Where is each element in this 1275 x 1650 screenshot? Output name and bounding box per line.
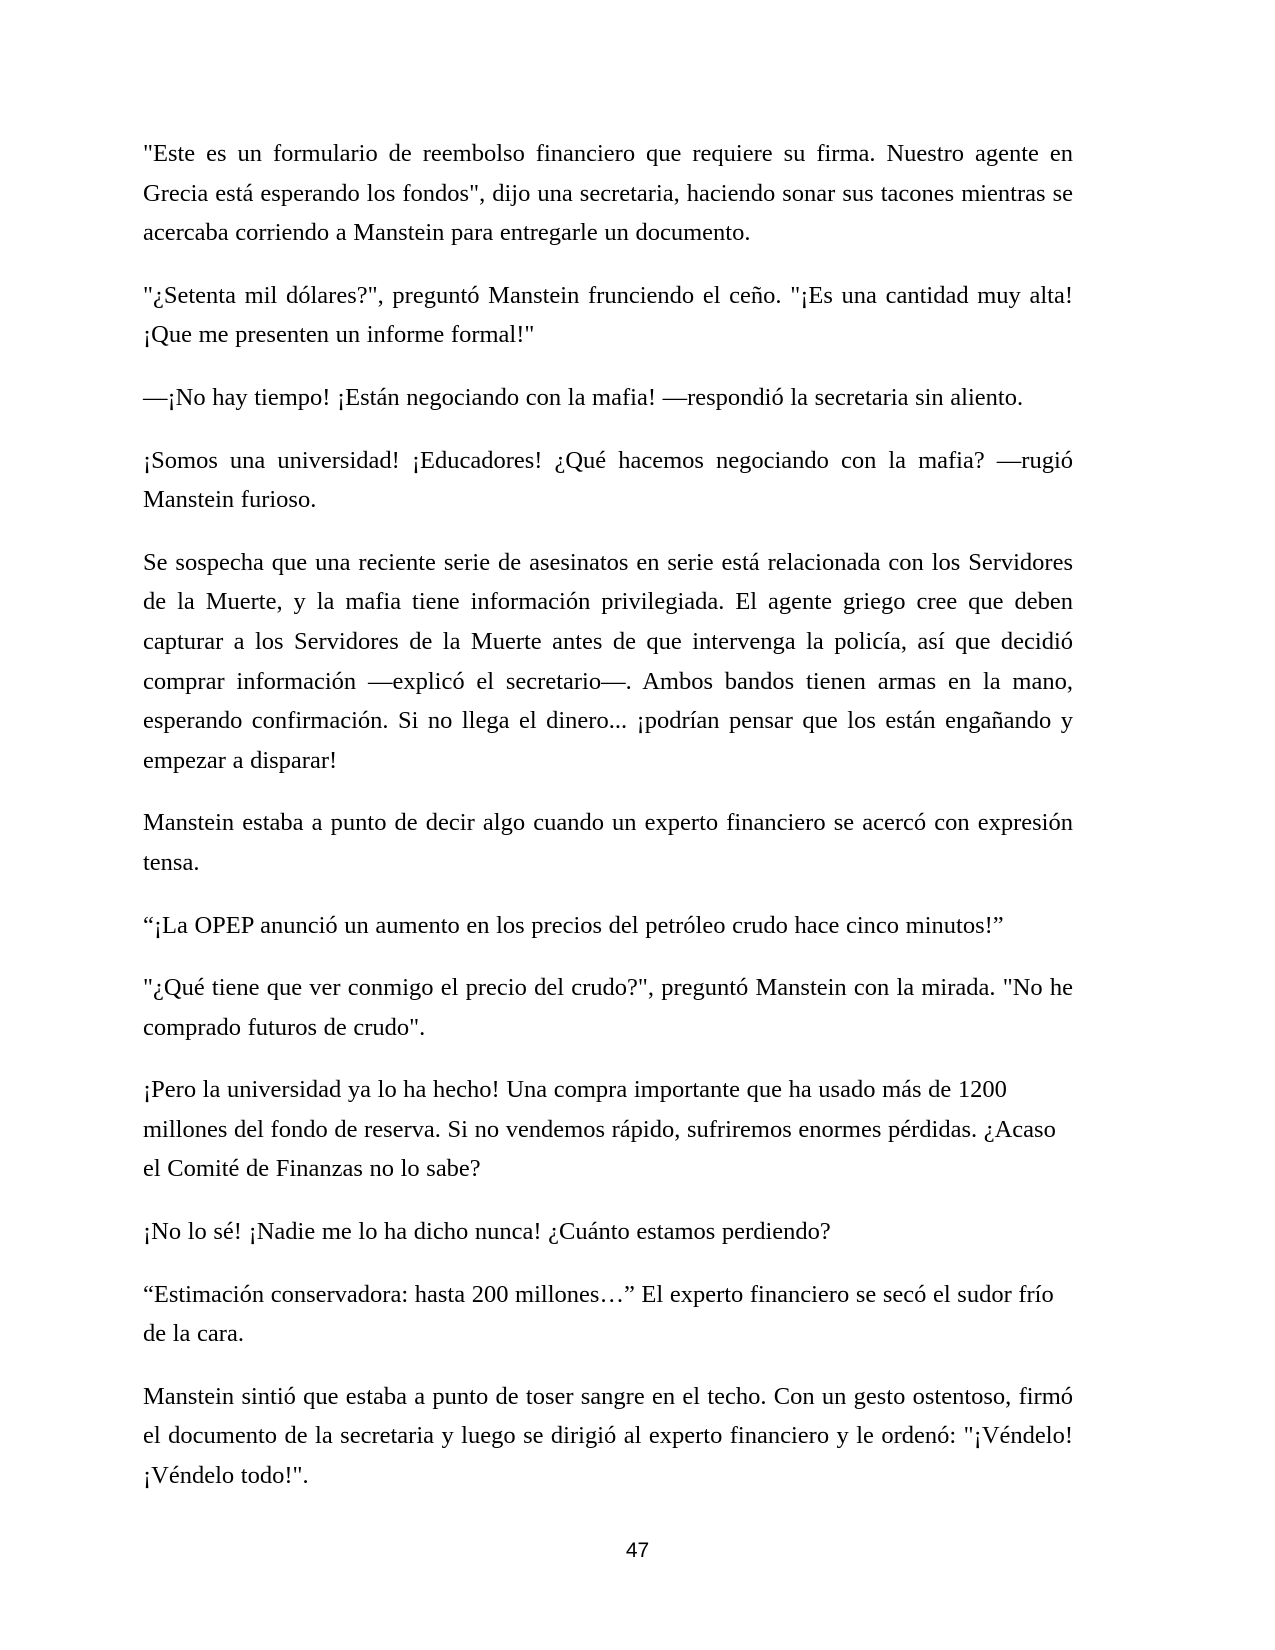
paragraph: Manstein estaba a punto de decir algo cuando un experto financiero se acercó con expresión tensa. xyxy=(143,809,1073,876)
paragraph: Se sospecha que una reciente serie de asesinatos en serie está relacionada con los Servidores de la Muerte, y la mafia tiene información privilegiada. El agente griego cree que deben capturar a los Servidores de la Muerte antes de que intervenga la policía, así que decidió comprar información —explicó el secretario—. Ambos bandos tienen armas en la mano, esperando confirmación. Si no llega el dinero... ¡podrían pensar que los están engañando y empezar a disparar! xyxy=(143,548,1073,774)
paragraph: “¡La OPEP anunció un aumento en los precios del petróleo crudo hace cinco minutos!” xyxy=(143,911,1004,939)
body-text-column xyxy=(143,134,1073,1496)
paragraph: ¡No lo sé! ¡Nadie me lo ha dicho nunca! ¿Cuánto estamos perdiendo? xyxy=(143,1218,831,1246)
page-number: 47 xyxy=(625,1539,650,1562)
paragraph: ¡Pero la universidad ya lo ha hecho! Una compra importante que ha usado más de 1200 millones del fondo de reserva. Si no vendemos rápido, sufriremos enormes pérdidas. ¿Acaso el Comité de Finanzas no lo sabe? xyxy=(143,1076,1056,1183)
paragraph: ¡Somos una universidad! ¡Educadores! ¿Qué hacemos negociando con la mafia? —rugió Manstein furioso. xyxy=(143,446,1073,514)
paragraph: Manstein sintió que estaba a punto de toser sangre en el techo. Con un gesto ostentoso, firmó el documento de la secretaria y luego se dirigió al experto financiero y le ordenó: "¡Véndelo! ¡Véndelo todo!". xyxy=(143,1382,1073,1490)
paragraph: —¡No hay tiempo! ¡Están negociando con la mafia! —respondió la secretaria sin aliento. xyxy=(143,383,1024,411)
paragraph: “Estimación conservadora: hasta 200 millones…” El experto financiero se secó el sudor frío de la cara. xyxy=(143,1280,1054,1348)
paragraph: "Este es un formulario de reembolso financiero que requiere su firma. Nuestro agente en Grecia está esperando los fondos", dijo una secretaria, haciendo sonar sus tacones mientras se acercaba corriendo a Manstein para entregarle un documento. xyxy=(143,140,1073,247)
paragraph: "¿Setenta mil dólares?", preguntó Manstein frunciendo el ceño. "¡Es una cantidad muy alta! ¡Que me presenten un informe formal!" xyxy=(143,281,1073,349)
paragraph: "¿Qué tiene que ver conmigo el precio del crudo?", preguntó Manstein con la mirada. "No he comprado futuros de crudo". xyxy=(143,974,1073,1041)
